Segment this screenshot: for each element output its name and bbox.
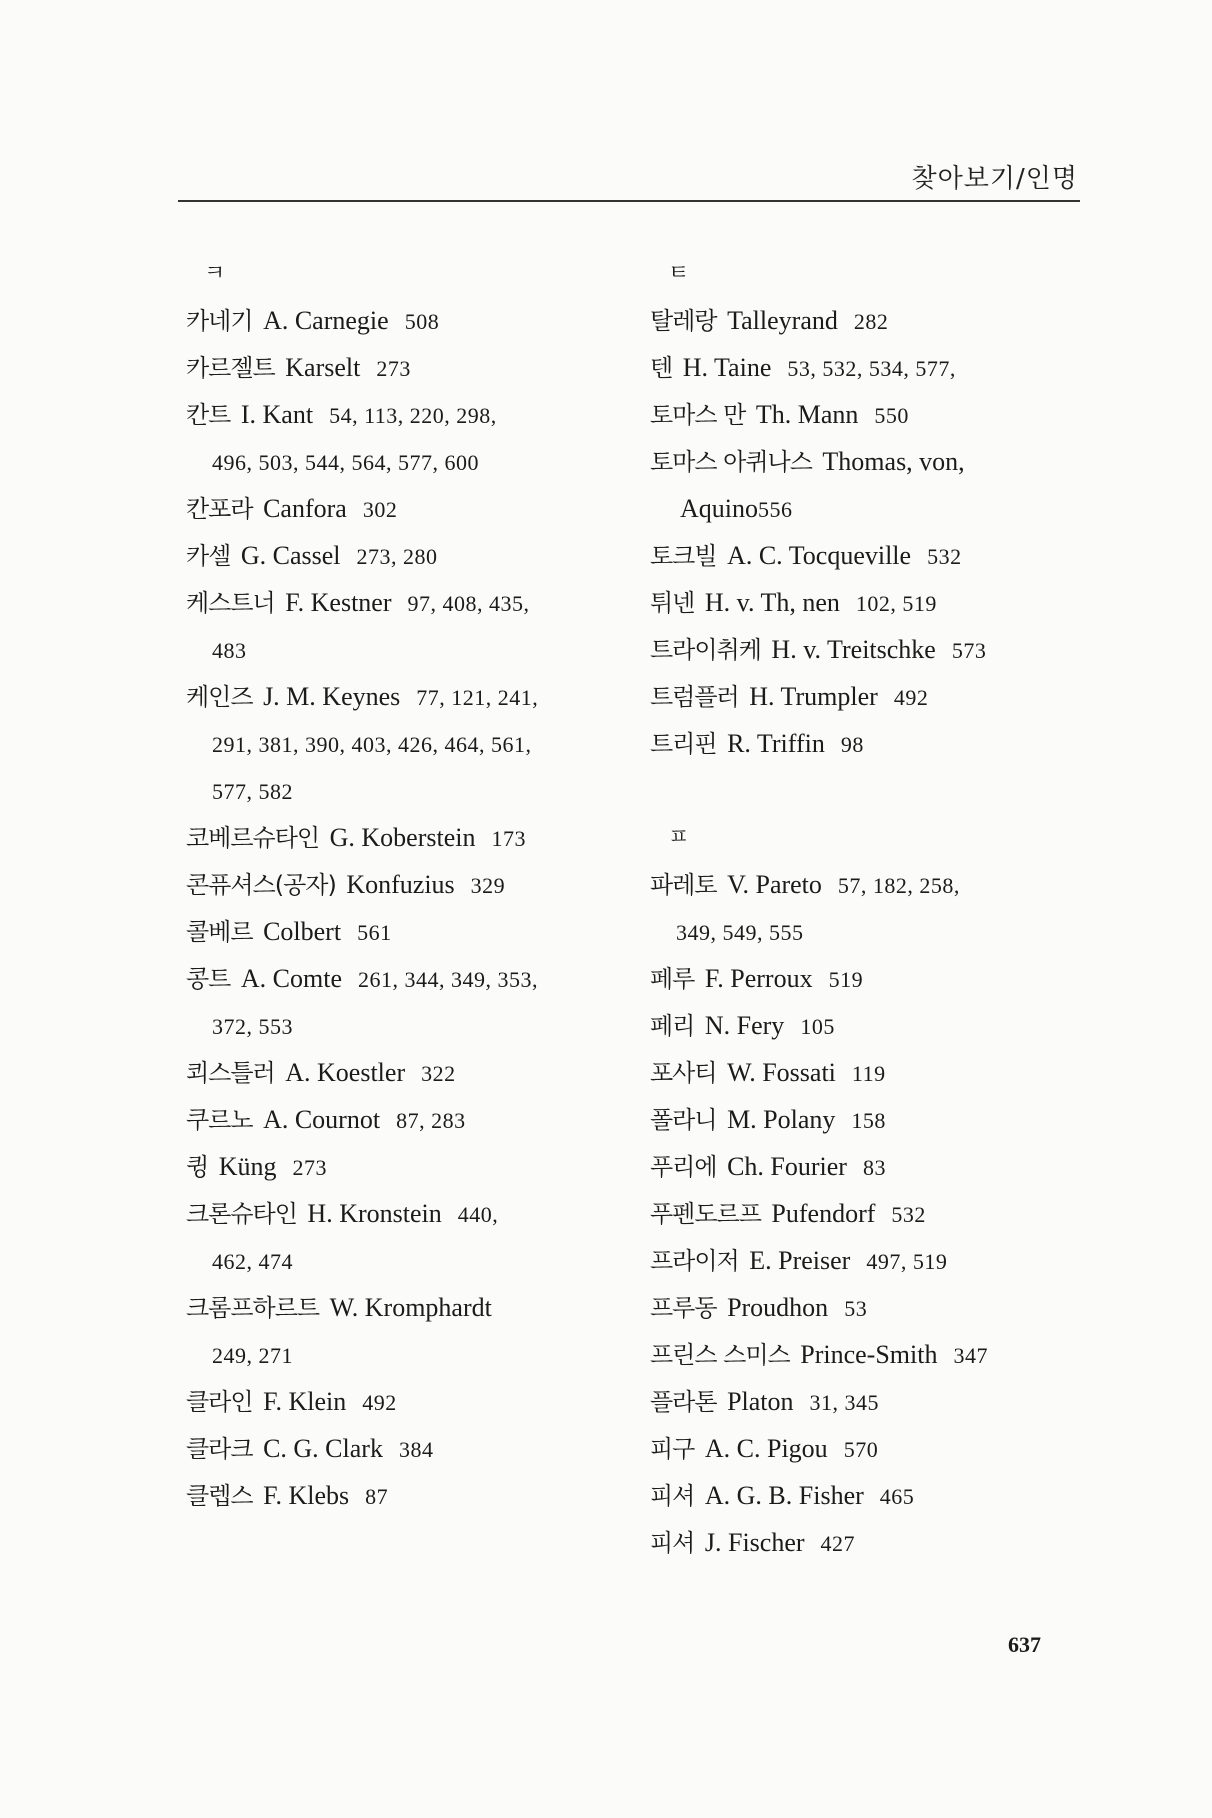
page-references: 372, 553 bbox=[212, 1014, 293, 1039]
page-references: 496, 503, 544, 564, 577, 600 bbox=[212, 450, 479, 475]
index-entry bbox=[186, 297, 656, 344]
page-references: 577, 582 bbox=[212, 779, 293, 804]
page-references: 532 bbox=[891, 1202, 926, 1227]
page-references: 273 bbox=[376, 356, 411, 381]
original-name: Colbert bbox=[263, 917, 342, 946]
index-group-t bbox=[650, 297, 1120, 767]
korean-name: 탈레랑 bbox=[650, 307, 717, 335]
page-references: 77, 121, 241, bbox=[416, 685, 539, 710]
page-references: 497, 519 bbox=[866, 1249, 948, 1274]
korean-name: 피구 bbox=[650, 1435, 695, 1463]
page-references: 83 bbox=[862, 1155, 886, 1180]
page-references: 570 bbox=[843, 1437, 879, 1462]
original-name: Konfuzius bbox=[346, 870, 455, 899]
original-name: Pufendorf bbox=[771, 1199, 876, 1228]
page-references: 273, 280 bbox=[356, 544, 438, 569]
index-entry bbox=[186, 1425, 656, 1472]
index-entry bbox=[650, 1425, 1120, 1472]
index-entry bbox=[186, 1378, 656, 1425]
index-entry bbox=[186, 908, 656, 955]
korean-name: 푸리에 bbox=[650, 1153, 717, 1181]
original-name: C. G. Clark bbox=[263, 1434, 383, 1463]
index-entry bbox=[650, 297, 1120, 344]
korean-name: 페루 bbox=[650, 965, 695, 993]
original-name: Proudhon bbox=[727, 1293, 829, 1322]
original-name: A. Cournot bbox=[263, 1105, 381, 1134]
korean-name: 클렙스 bbox=[186, 1482, 253, 1510]
korean-name: 플라톤 bbox=[650, 1388, 717, 1416]
original-name: Talleyrand bbox=[727, 306, 838, 335]
original-name: A. C. Tocqueville bbox=[727, 541, 912, 570]
korean-name: 트리핀 bbox=[650, 730, 717, 758]
page-references: 31, 345 bbox=[809, 1390, 880, 1415]
page-references: 465 bbox=[879, 1484, 915, 1509]
index-entry-continuation bbox=[186, 1237, 656, 1284]
index-entry bbox=[650, 1331, 1120, 1378]
korean-name: 칸트 bbox=[186, 401, 231, 429]
page-references: 102, 519 bbox=[855, 591, 937, 616]
korean-name: 튀넨 bbox=[650, 589, 695, 617]
page-references: 249, 271 bbox=[212, 1343, 293, 1368]
korean-name: 카셀 bbox=[186, 542, 231, 570]
index-entry bbox=[650, 344, 1120, 391]
index-entry bbox=[650, 861, 1120, 908]
korean-name: 트라이취케 bbox=[650, 636, 761, 664]
page-references: 561 bbox=[357, 920, 392, 945]
original-name: A. G. B. Fisher bbox=[704, 1481, 864, 1510]
korean-name: 쾨스틀러 bbox=[186, 1059, 275, 1087]
section-letter: ㅌ bbox=[668, 261, 690, 286]
index-entry-continuation bbox=[186, 1002, 656, 1049]
original-name: A. Comte bbox=[240, 964, 342, 993]
page-references: 291, 381, 390, 403, 426, 464, 561, bbox=[212, 732, 532, 757]
page-references: 54, 113, 220, 298, bbox=[329, 403, 497, 428]
original-name: A. Koestler bbox=[285, 1058, 406, 1087]
page-references: 492 bbox=[893, 685, 929, 710]
original-name: Platon bbox=[727, 1387, 794, 1416]
index-entry bbox=[186, 1143, 656, 1190]
original-name: F. Perroux bbox=[704, 964, 813, 993]
index-entry bbox=[650, 1284, 1120, 1331]
index-entry-continuation bbox=[186, 1331, 656, 1378]
page-references: 53 bbox=[844, 1296, 868, 1321]
index-group-p bbox=[650, 861, 1120, 1566]
original-name: F. Klein bbox=[263, 1387, 347, 1416]
original-name: E. Preiser bbox=[749, 1246, 851, 1275]
page-references: 483 bbox=[212, 638, 247, 663]
korean-name: 포사티 bbox=[650, 1059, 717, 1087]
korean-name: 코베르슈타인 bbox=[186, 824, 320, 852]
index-entry bbox=[186, 1096, 656, 1143]
korean-name: 케스트너 bbox=[186, 589, 275, 617]
page-references: 87, 283 bbox=[396, 1108, 466, 1133]
header-rule bbox=[178, 200, 1080, 202]
korean-name: 케인즈 bbox=[186, 683, 253, 711]
page-references: 53, 532, 534, 577, bbox=[787, 356, 956, 381]
index-entry-continuation bbox=[186, 626, 656, 673]
index-entry bbox=[650, 1143, 1120, 1190]
index-entry bbox=[186, 1049, 656, 1096]
original-name: H. Kronstein bbox=[307, 1199, 442, 1228]
korean-name: 쿠르노 bbox=[186, 1106, 253, 1134]
korean-name: 푸펜도르프 bbox=[650, 1200, 761, 1228]
index-entry bbox=[650, 1096, 1120, 1143]
section-letter: ㅋ bbox=[204, 261, 226, 286]
index-entry bbox=[186, 532, 656, 579]
korean-name: 피셔 bbox=[650, 1529, 695, 1557]
korean-name: 콘퓨셔스(공자) bbox=[186, 871, 336, 899]
page-references: 97, 408, 435, bbox=[407, 591, 530, 616]
index-entry bbox=[650, 1237, 1120, 1284]
index-entry bbox=[650, 532, 1120, 579]
index-entry bbox=[650, 955, 1120, 1002]
original-name: F. Klebs bbox=[263, 1481, 350, 1510]
index-entry bbox=[650, 673, 1120, 720]
original-name: Canfora bbox=[263, 494, 347, 523]
page-references: 440, bbox=[457, 1202, 499, 1227]
original-name: H. Trumpler bbox=[749, 682, 878, 711]
index-entry bbox=[650, 1002, 1120, 1049]
original-name: W. Fossati bbox=[727, 1058, 836, 1087]
page-references: 349, 549, 555 bbox=[676, 920, 804, 945]
page-references: 347 bbox=[953, 1343, 988, 1368]
index-entry bbox=[650, 1472, 1120, 1519]
page-references: 261, 344, 349, 353, bbox=[357, 967, 538, 992]
page-references: 532 bbox=[927, 544, 962, 569]
index-entry bbox=[650, 1190, 1120, 1237]
page-references: 158 bbox=[851, 1108, 886, 1133]
page-references: 282 bbox=[853, 309, 889, 334]
index-entry bbox=[186, 814, 656, 861]
original-name: Aquino bbox=[680, 494, 758, 523]
korean-name: 칸포라 bbox=[186, 495, 253, 523]
page-references: 492 bbox=[362, 1390, 397, 1415]
original-name: J. Fischer bbox=[704, 1528, 805, 1557]
korean-name: 폴라니 bbox=[650, 1106, 717, 1134]
original-name: H. Taine bbox=[682, 353, 772, 382]
page-references: 329 bbox=[470, 873, 506, 898]
original-name: F. Kestner bbox=[285, 588, 392, 617]
original-name: Küng bbox=[218, 1152, 277, 1181]
page-references: 573 bbox=[951, 638, 987, 663]
index-entry-continuation bbox=[650, 485, 1120, 532]
korean-name: 카르젤트 bbox=[186, 354, 275, 382]
page-references: 427 bbox=[820, 1531, 856, 1556]
page-references: 98 bbox=[840, 732, 864, 757]
index-entry bbox=[186, 579, 656, 626]
index-entry bbox=[186, 673, 656, 720]
page-references: 173 bbox=[491, 826, 526, 851]
index-entry-continuation bbox=[650, 908, 1120, 955]
page-references: 384 bbox=[398, 1437, 434, 1462]
index-entry bbox=[650, 626, 1120, 673]
korean-name: 크롬프하르트 bbox=[186, 1294, 320, 1322]
original-name: W. Kromphardt bbox=[329, 1293, 492, 1322]
index-entry bbox=[186, 485, 656, 532]
korean-name: 프루동 bbox=[650, 1294, 717, 1322]
page-references: 550 bbox=[874, 403, 909, 428]
original-name: Ch. Fourier bbox=[727, 1152, 847, 1181]
index-entry bbox=[650, 1378, 1120, 1425]
page-references: 302 bbox=[362, 497, 398, 522]
running-head: 찾아보기/인명 bbox=[911, 164, 1078, 194]
korean-name: 토크빌 bbox=[650, 542, 717, 570]
index-entry bbox=[650, 391, 1120, 438]
original-name: A. Carnegie bbox=[263, 306, 389, 335]
index-entry bbox=[186, 1472, 656, 1519]
original-name: H. v. Th, nen bbox=[704, 588, 840, 617]
page-references: 119 bbox=[851, 1061, 886, 1086]
korean-name: 프라이저 bbox=[650, 1247, 739, 1275]
index-entry bbox=[186, 861, 656, 908]
index-entry bbox=[650, 720, 1120, 767]
korean-name: 클라인 bbox=[186, 1388, 253, 1416]
original-name: Prince-Smith bbox=[800, 1340, 938, 1369]
original-name: G. Koberstein bbox=[329, 823, 476, 852]
page-references: 105 bbox=[800, 1014, 835, 1039]
korean-name: 크론슈타인 bbox=[186, 1200, 297, 1228]
index-entry bbox=[650, 438, 1120, 485]
page-references: 508 bbox=[404, 309, 440, 334]
page-number: 637 bbox=[1008, 1632, 1041, 1657]
original-name: V. Pareto bbox=[727, 870, 822, 899]
korean-name: 트럼플러 bbox=[650, 683, 739, 711]
original-name: Th. Mann bbox=[755, 400, 859, 429]
korean-name: 파레토 bbox=[650, 871, 717, 899]
original-name: I. Kant bbox=[240, 400, 314, 429]
original-name: Thomas, von, bbox=[822, 447, 965, 476]
right-column bbox=[650, 250, 1120, 1566]
index-entry bbox=[650, 1049, 1120, 1096]
section-letter: ㅍ bbox=[668, 825, 690, 850]
korean-name: 카네기 bbox=[186, 307, 253, 335]
index-entry-continuation bbox=[186, 720, 656, 767]
korean-name: 프린스 스미스 bbox=[650, 1341, 790, 1369]
original-name: R. Triffin bbox=[727, 729, 825, 758]
original-name: M. Polany bbox=[727, 1105, 836, 1134]
index-entry bbox=[650, 579, 1120, 626]
korean-name: 페리 bbox=[650, 1012, 695, 1040]
page-references: 87 bbox=[365, 1484, 389, 1509]
page-references: 519 bbox=[828, 967, 864, 992]
left-column bbox=[186, 250, 656, 1519]
section-gap bbox=[650, 767, 1120, 814]
original-name: G. Cassel bbox=[240, 541, 341, 570]
original-name: H. v. Treitschke bbox=[771, 635, 936, 664]
index-entry-continuation bbox=[186, 438, 656, 485]
original-name: J. M. Keynes bbox=[263, 682, 401, 711]
korean-name: 콩트 bbox=[186, 965, 231, 993]
original-name: A. C. Pigou bbox=[704, 1434, 828, 1463]
index-entry bbox=[186, 1284, 656, 1331]
korean-name: 토마스 만 bbox=[650, 401, 746, 429]
korean-name: 큉 bbox=[186, 1153, 209, 1181]
page-references: 57, 182, 258, bbox=[837, 873, 960, 898]
korean-name: 피셔 bbox=[650, 1482, 695, 1510]
page-references: 322 bbox=[421, 1061, 456, 1086]
index-entry-continuation bbox=[186, 767, 656, 814]
page-references: 273 bbox=[292, 1155, 327, 1180]
korean-name: 토마스 아퀴나스 bbox=[650, 448, 812, 476]
korean-name: 콜베르 bbox=[186, 918, 253, 946]
original-name: Karselt bbox=[285, 353, 361, 382]
index-entry bbox=[650, 1519, 1120, 1566]
index-entry bbox=[186, 344, 656, 391]
page-references: 556 bbox=[758, 497, 793, 522]
index-entry bbox=[186, 1190, 656, 1237]
index-entry bbox=[186, 391, 656, 438]
korean-name: 텐 bbox=[650, 354, 673, 382]
index-entry bbox=[186, 955, 656, 1002]
original-name: N. Fery bbox=[704, 1011, 785, 1040]
page-references: 462, 474 bbox=[212, 1249, 293, 1274]
korean-name: 클라크 bbox=[186, 1435, 253, 1463]
